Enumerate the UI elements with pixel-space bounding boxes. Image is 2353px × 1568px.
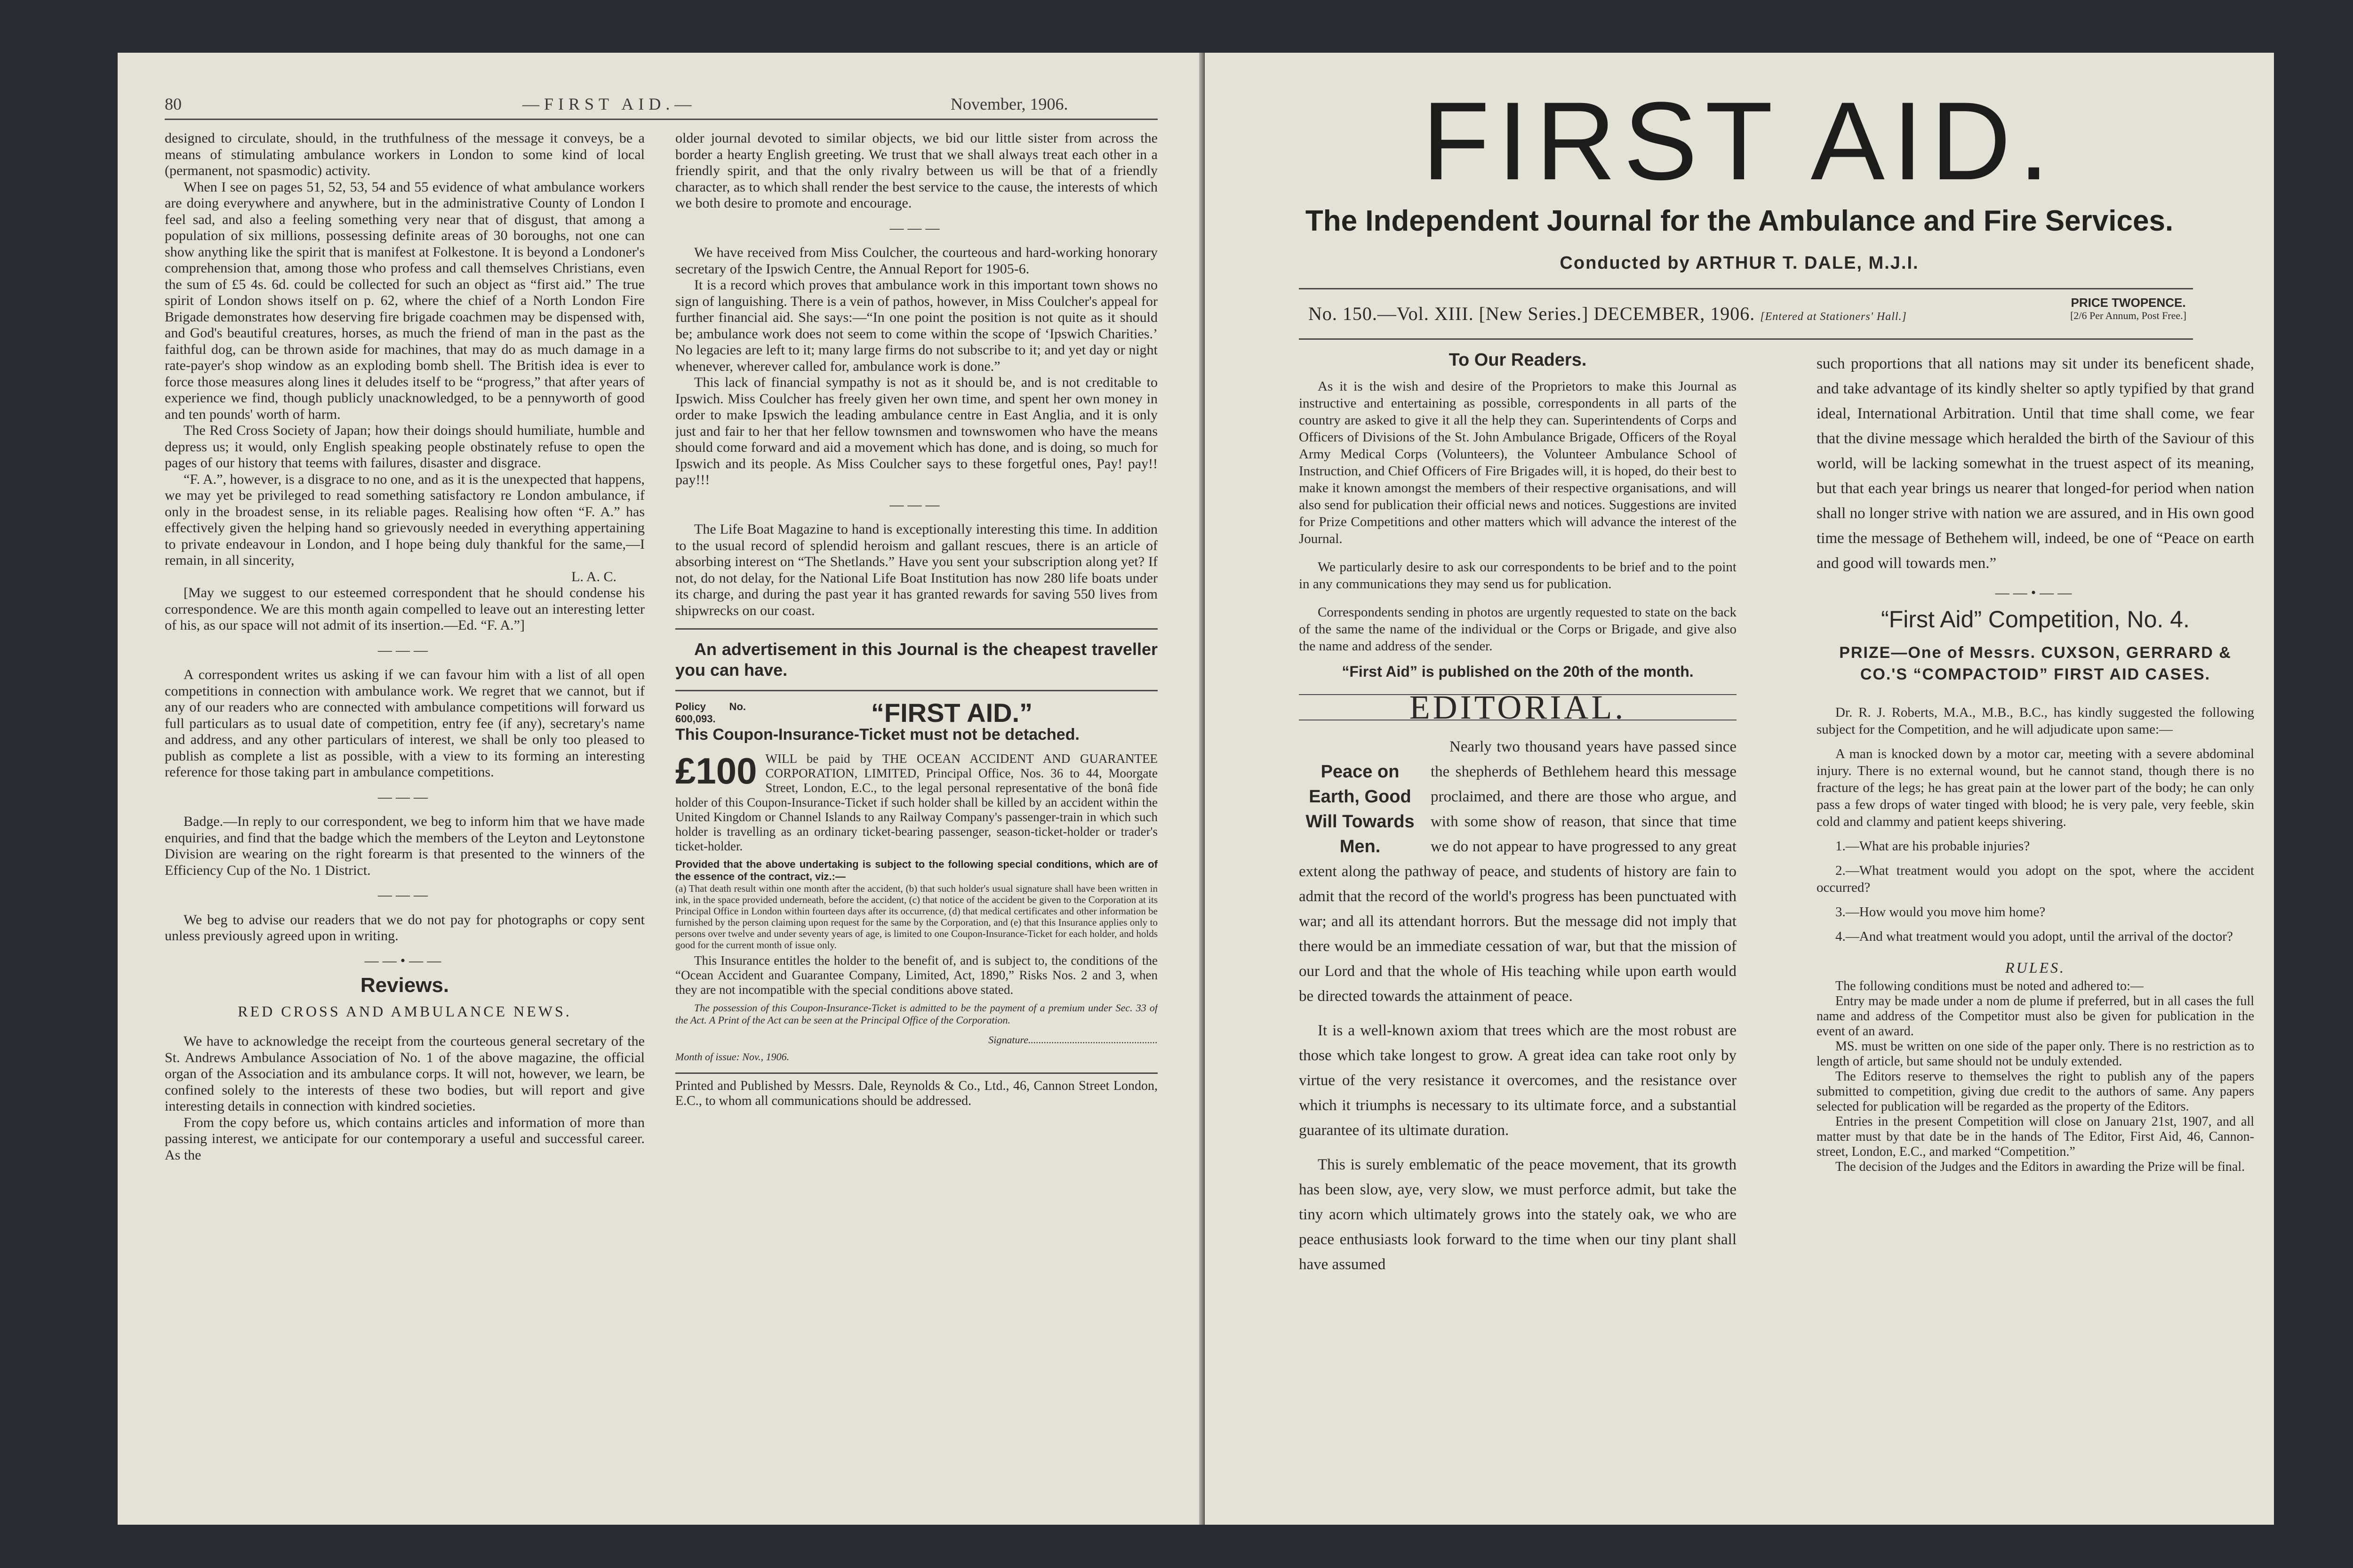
paragraph: such proportions that all nations may sit under its beneficent shade, and take advantage of its kindly shelter so aptly typified by that grand ideal, International Arbitration. Until that time shall come, we fear that the divine message which heralded the birth of the Saviour of this world, will be lacking somewhat in the truest aspect of its meaning, but that each year brings us nearer that longed-for period when nation shall no longer strive with nation we are assured, and in His own good time the message of Bethehem will, indeed, be one of “Peace on earth and good will towards men.” [1817,355,2254,572]
paragraph: Nearly two thousand years have passed since the shepherds of Bethlehem heard this message proclaimed, and there are those who argue, and with some show of reason, that since that time we do not appear to have progressed to any great extent along the pathway of peace, and students of history are fain to admit that the record of the world's progress has been punctuated with war; and all its attendant horrors. But the message did not imply that there would be an immediate cessation of war, but that the mission of our Lord and that the whole of His teaching while upon earth would be directed towards the attainment of peace. [1299,738,1737,1005]
divider: ——— [889,496,944,512]
paragraph: We have received from Miss Coulcher, the courteous and hard-working honorary secretary of the Ipswich Centre, the Annual Report for 1905-6. [675,245,1158,277]
price-subscription: [2/6 Per Annum, Post Free.] [2070,310,2186,321]
paragraph: We particularly desire to ask our correspondents to be brief and to the point in any communications they may send us for publication. [1299,560,1737,592]
paragraph: From the copy before us, which contains articles and information of more than passing interest, we anticipate for our contemporary a useful and successful career. As the [165,1114,645,1163]
publication-notice: “First Aid” is published on the 20th of the month. [1342,663,1694,680]
coupon-policy-number: Policy No. 600,093. [675,701,746,725]
coupon-title: “FIRST AID.” [871,697,1033,728]
editor-note: [May we suggest to our esteemed correspondent that he should condense his correspondence. We are this month again compelled to leave out an interesting letter of his, as our space will not admit of its insertion.—Ed. “F. A.”] [165,585,645,633]
issue-date: November, 1906. [951,95,1068,113]
reviews-subheading: RED CROSS AND AMBULANCE NEWS. [238,1002,572,1020]
coupon-signature-line: Signature.................................................. [988,1034,1158,1046]
coupon-amount: £100 [675,752,757,792]
stationers-note: [Entered at Stationers' Hall.] [1760,311,1907,323]
paragraph: Correspondents sending in photos are urgently requested to state on the back of the same the name of the individual or the Corps or Brigade, and give also the name and address of the sender. [1299,605,1737,654]
footer-rule [675,1072,1158,1074]
question: 3.—How would you move him home? [1835,904,2046,920]
paragraph: We have to acknowledge the receipt from the courteous general secretary of the St. Andrews Ambulance Association of No. 1 of the above magazine, the official organ of the Association and its ambulance corps. It will not, however, we learn, be confined solely to the interests of these two bodies, but will report and give interesting details in connection with kindred societies. [165,1033,645,1114]
right-column-2 [1817,352,2254,1490]
running-title: —FIRST AID.— [522,95,696,113]
reviews-heading: Reviews. [360,974,449,997]
paragraph: It is a well-known axiom that trees which are the most robust are those which take longest to grow. A great idea can take root only by virtue of the very resistance it overcomes, and the resistance over which it triumphs is necessary to its ultimate force, and a substantial guarantee of its ultimate duration. [1299,1022,1737,1139]
paragraph: We beg to advise our readers that we do not pay for photographs or copy sent unless previously agreed upon in writing. [165,912,645,944]
paragraph: designed to circulate, should, in the truthfulness of the message it conveys, be a means of stimulating ambulance workers in London to some kind of local (permanent, not spasmodic) activity. [165,130,645,178]
left-column-1 [165,130,645,1476]
price: PRICE TWOPENCE. [2071,296,2186,310]
competition-heading: “First Aid” Competition, No. 4. [1881,606,2190,632]
editorial-heading: EDITORIAL. [1299,694,1737,720]
page-number: 80 [165,95,182,113]
issue-bar [1299,288,2193,340]
question: 2.—What treatment would you adopt on the spot, where the accident occurred? [1817,863,2254,895]
paragraph: When I see on pages 51, 52, 53, 54 and 55 evidence of what ambulance workers are doing everywhere and anywhere, but in the administrative County of London I feel sad, and also a feeling something very near that of disgust, that among a population of six millions, possessing definite areas of 30 boroughs, not one can show anything like the spirit that is manifest at Folkestone. It is beyond a Londoner's comprehension that, among those who profess and call themselves Christians, even the sum of £5 4s. 6d. could be collected for such an object as “first aid.” The true spirit of London shows itself on p. 62, where the chief of a North London Fire Brigade demonstrates how deserving fire brigade coachmen may be dispensed with, and God's beautiful creatures, horses, as much the friend of man in the past as the faithful dog, can be thrown aside for machines, that may do as much damage in a rate-payer's shop window as an exploding bomb shell. The British idea is ever to force those measures along lines it deludes itself to be “progress,” that after years of experience we find, though publicly unacknowledged, to be a pennyworth of good and ten pounds' worth of harm. [165,179,645,422]
ornament-divider: ——•—— [1995,585,2076,600]
rules-heading: RULES. [2005,959,2065,976]
paragraph: As it is the wish and desire of the Proprietors to make this Journal as instructive and entertaining as possible, correspondents in all parts of the country are asked to give it all the help they can. Superintendents of Corps and Officers of Divisions of the St. John Ambulance Brigade, Officers of the Royal Army Medical Corps (Volunteers), the Volunteer Ambulance School of Instruction, and Chief Officers of Fire Brigades will, it is hoped, do their best to make it known amongst the members of their respective organisations, and will also send for publication their official news and notices. Suggestions are invited for Prize Competitions and other matters which will advance the interest of the Journal. [1299,379,1737,546]
coupon-subject: This Insurance entitles the holder to the benefit of, and is subject to, the conditions of the “Ocean Accident and Guarantee Company, Limited, Act, 1890,” Risks Nos. 2 and 3, when they are not incompatible with the special conditions above stated. [675,953,1158,997]
question: 1.—What are his probable injuries? [1835,839,2030,854]
masthead-title: FIRST AID. [1422,79,2057,203]
paragraph: A correspondent writes us asking if we can favour him with a list of all open competitions in connection with ambulance work. We regret that we cannot, but if any of our readers who are connected with ambulance competitions will forward us full particulars as to usual date of competition, entry fee (if any), secretary's name and address, and any other particulars of interest, we shall be only too pleased to publish as complete a list as possible, with a view to its forming an interesting reference for those taking part in ambulance competitions. [165,667,645,780]
paragraph: The Red Cross Society of Japan; how their doings should humiliate, humble and depress us; it would, only English speaking people obstinately refuse to open the pages of our history that teems with failures, disaster and disgrace. [165,423,645,471]
advertisement-text: An advertisement in this Journal is the cheapest traveller you can have. [675,640,1158,680]
conductor-line: Conducted by ARTHUR T. DALE, M.J.I. [1560,253,1919,273]
insurance-coupon [675,697,1158,1063]
coupon-body: WILL be paid by THE OCEAN ACCIDENT AND GUARANTEE CORPORATION, LIMITED, Principal Office, Nos. 36 to 44, Moorgate Street, London, E.C., to the legal personal representative of the bonâ fide holder of this Coupon-Insurance-Ticket if such holder shall be killed by an accident within the United Kingdom or Channel Islands to any Railway Company's passenger-train in which such holder is travelling as an ordinary ticket-bearing passenger, season-ticket-holder or trader's ticket-holder. [675,752,1158,853]
paragraph: older journal devoted to similar objects, we bid our little sister from across the border a hearty English greeting. We trust that we shall always treat each other in a friendly spirit, and that the only rivalry between us will be that of a friendly character, as to which shall render the best service to the cause, the interests of which we both desire to promote and encourage. [675,130,1158,211]
rule-item: The decision of the Judges and the Editors in awarding the Prize will be final. [1835,1160,2245,1174]
advertisement-box [675,628,1158,691]
left-column-2 [675,130,1158,1476]
left-page [118,53,1202,1525]
right-page [1205,53,2274,1525]
paragraph: It is a record which proves that ambulance work in this important town shows no sign of languishing. There is a vein of pathos, however, in Miss Coulcher's appeal for further financial aid. She says:—“In one point the position is not quite as it should be; ambulance work does not seem to come within the scope of ‘Ipswich Charities.’ No legacies are left to it; many large firms do not subscribe to it; and yet day or night whenever, wherever called for, ambulance work is done.” [675,277,1158,374]
rule-item: The following conditions must be noted and adhered to:— [1835,979,2144,993]
issue-line: No. 150.—Vol. XIII. [New Series.] DECEMBER, 1906. [1308,303,1755,324]
paragraph: This lack of financial sympathy is not as it should be, and is not creditable to Ipswich. Miss Coulcher has freely given her own time, and spent her own money in order to make Ipswich the leading ambulance centre in East Anglia, and it is only just and fair to her that her fellow townsmen and townswomen who have the means should come forward and aid a movement which has done, and is doing, so much for Ipswich and its people. As Miss Coulcher says to these forgetful ones, Pay! pay!! pay!!! [675,375,1158,488]
coupon-conditions: (a) That death result within one month after the accident, (b) that such holder's usual signature shall have been written in ink, in the space provided underneath, before the accident, (c) that notice of the accident be given to the Corporation at its Principal Office in London within fourteen days after its occurrence, (d) that medical certificates and other information be furnished by the person claiming upon request for the same by the Corporation, and (e) that this Insurance applies only to persons over twelve and under seventy years of age, is limited to one Coupon-Insurance-Ticket for each holder, and holds good for the current month of issue only. [675,883,1158,951]
to-our-readers-heading: To Our Readers. [1449,352,1587,370]
paragraph: Badge.—In reply to our correspondent, we beg to inform him that we have made enquiries, and find that the badge which the members of the Leyton and Leytonstone Division are wearing on the right forearm is that presented to the winners of the Efficiency Cup of the No. 1 District. [165,814,645,878]
publisher-imprint: Printed and Published by Messrs. Dale, Reynolds & Co., Ltd., 46, Cannon Street London, E.C., to whom all communications should be addressed. [675,1079,1158,1108]
paragraph: This is surely emblematic of the peace movement, that its growth has been slow, aye, very slow, we must perforce admit, but take the tiny acorn which ultimately grows into the stately oak, we who are peace enthusiasts look forward to the time when our tiny plant shall have assumed [1299,1156,1737,1273]
divider: ——— [378,887,432,903]
rule-item: MS. must be written on one side of the paper only. There is no restriction as to length of article, but same should not be unduly extended. [1817,1039,2254,1069]
paragraph: A man is knocked down by a motor car, meeting with a severe abdominal injury. There is no external wound, but he cannot stand, though there is no fracture of the legs; he has great pain at the lower part of the body; he can only pass a few drops of water tinged with blood; he is very pale, very feeble, skin cold and clammy and patient keeps shivering. [1817,746,2254,829]
question: 4.—And what treatment would you adopt, until the arrival of the doctor? [1835,929,2233,944]
signature: L. A. C. [571,568,616,584]
rule-item: Entry may be made under a nom de plume if preferred, but in all cases the full name and address of the Competitor must also be given for publication in the event of an award. [1817,994,2254,1039]
divider: ——— [378,789,432,805]
masthead-subtitle: The Independent Journal for the Ambulance and Fire Services. [1305,205,2174,237]
coupon-provided: Provided that the above undertaking is subject to the following special conditions, which are of the essence of the contract, viz.:— [675,858,1158,882]
divider: ——— [378,642,432,658]
competition-prize: PRIZE—One of Messrs. CUXSON, GERRARD & CO.'S “COMPACTOID” FIRST AID CASES. [1839,644,2232,683]
paragraph: The Life Boat Magazine to hand is exceptionally interesting this time. In addition to the usual record of splendid heroism and gallant rescues, there is an article of absorbing interest on “The Shetlands.” Have you sent your subscription along yet? If not, do not delay, for the National Life Boat Institution has now 280 life boats under its charge, and during the past year it has granted rewards for saving 550 lives from shipwrecks on our coast. [675,521,1158,618]
coupon-possession: The possession of this Coupon-Insurance-Ticket is admitted to be the payment of a premium under Sec. 33 of the Act. A Print of the Act can be seen at the Principal Office of the Corporation. [675,1002,1158,1026]
paragraph: Dr. R. J. Roberts, M.A., M.B., B.C., has kindly suggested the following subject for the Competition, and he will adjudicate upon same:— [1817,705,2254,737]
right-column-1 [1299,352,1737,1490]
header-rule [165,119,1158,120]
coupon-month: Month of issue: Nov., 1906. [675,1051,790,1063]
ornament-divider: ——•—— [364,952,445,968]
divider: ——— [889,220,944,236]
paragraph: “F. A.”, however, is a disgrace to no one, and as it is the unexpected that happens, we may yet be privileged to read something satisfactory re London ambulance, if only in the broadest sense, in its reliable pages. Realising how often “F. A.” has effectively given the helping hand so grievously needed in everything appertaining to private endeavour in London, and I hope being duly thankful for the same,—I remain, in all sincerity, [165,471,645,568]
rule-item: The Editors reserve to themselves the right to publish any of the papers submitted to competition, giving due credit to the authors of same. Any papers selected for publication will be regarded as the property of the Editors. [1817,1069,2254,1114]
rule-item: Entries in the present Competition will close on January 21st, 1907, and all matter must by that date be in the hands of The Editor, First Aid, 46, Cannon-street, London, E.C., and marked “Competition.” [1817,1114,2254,1159]
editorial-sidehead: Peace on Earth, Good Will Towards Men. [1305,762,1415,856]
coupon-headline: This Coupon-Insurance-Ticket must not be detached. [675,726,1080,744]
